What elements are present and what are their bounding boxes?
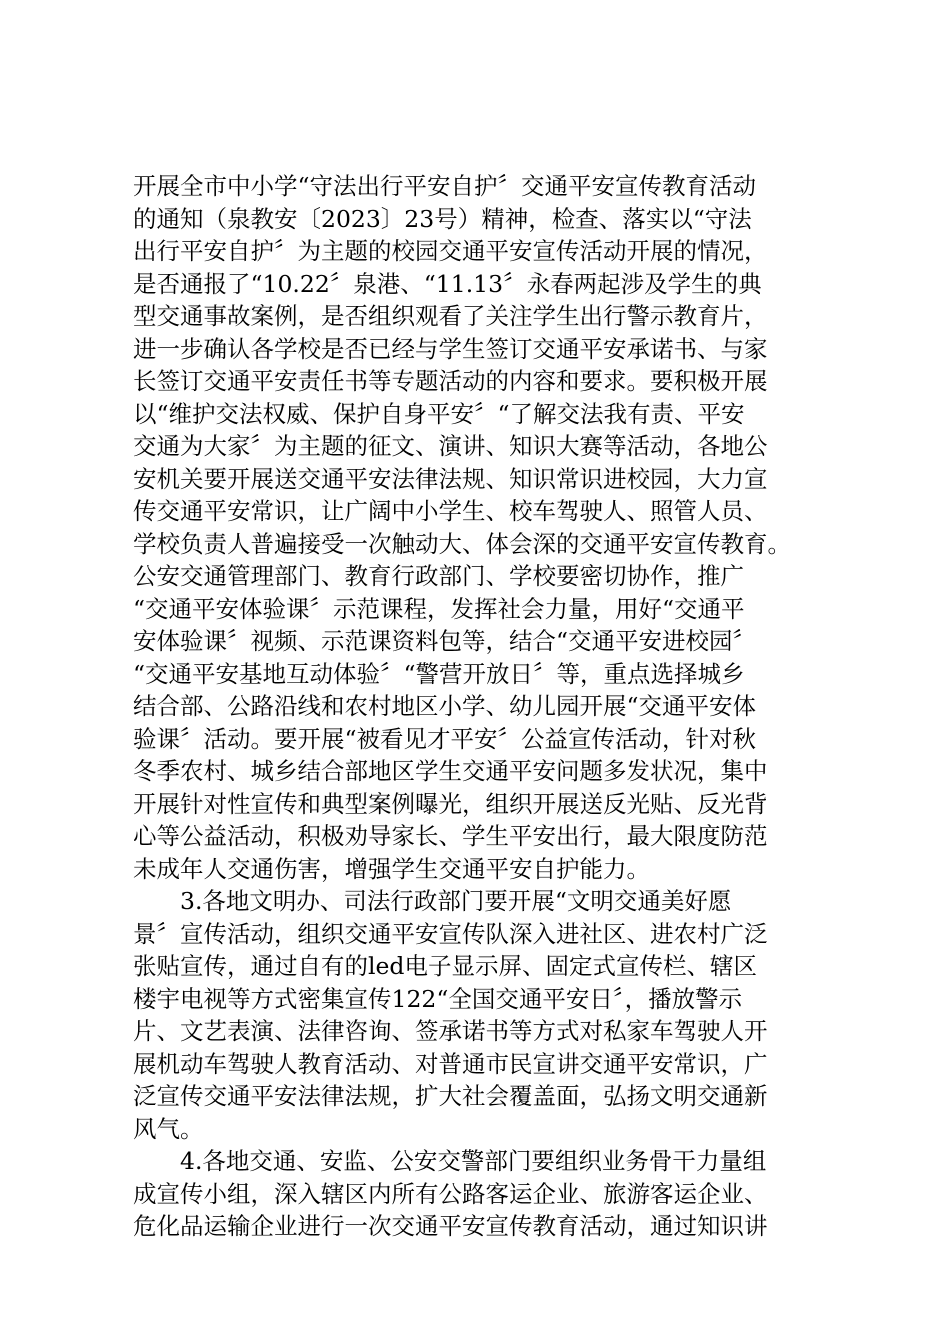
text-line: 成宣传小组，深入辖区内所有公路客运企业、旅游客运企业、 [133, 1179, 768, 1208]
text-line: 冬季农村、城乡结合部地区学生交通平安问题多发状况，集中 [133, 757, 768, 785]
text-line: 未成年人交通伤害，增强学生交通平安自护能力。 [133, 854, 650, 883]
text-line: 安体验课〞视频、示范课资料包等，结合“交通平安进校园〞 [133, 627, 757, 655]
text-line: “交通平安体验课〞示范课程，发挥社会力量，用好“交通平 [133, 594, 745, 623]
text-line: 进一步确认各学校是否已经与学生签订交通平安承诺书、与家 [133, 334, 768, 363]
text-line: 开展全市中小学“守法出行平安自护〞交通平安宣传教育活动 [133, 172, 757, 200]
text-line: 展机动车驾驶人教育活动、对普通市民宣讲交通平安常识，广 [133, 1049, 768, 1078]
text-line: 张贴宣传，通过自有的led电子显示屏、固定式宣传栏、辖区 [133, 952, 757, 980]
text-line: 心等公益活动，积极劝导家长、学生平安出行，最大限度防范 [133, 822, 768, 850]
text-line: 结合部、公路沿线和农村地区小学、幼儿园开展“交通平安体 [133, 692, 757, 720]
text-line: 以“维护交法权威、保护自身平安〞“了解交法我有责、平安 [133, 399, 745, 428]
text-line: 公安交通管理部门、教育行政部门、学校要密切协作，推广 [133, 562, 744, 590]
text-line: 风气。 [133, 1114, 204, 1143]
text-line: 安机关要开展送交通平安法律法规、知识常识进校园，大力宣 [133, 464, 768, 493]
text-line: 传交通平安常识，让广阔中小学生、校车驾驶人、照管人员、 [133, 497, 768, 525]
text-line: 景〞宣传活动，组织交通平安宣传队深入进社区、进农村广泛 [133, 919, 768, 948]
text-line: 泛宣传交通平安法律法规，扩大社会覆盖面，弘扬文明交通新 [133, 1082, 768, 1110]
text-line: 3.各地文明办、司法行政部门要开展“文明交通美好愿 [180, 887, 732, 915]
text-line: 出行平安自护〞为主题的校园交通平安宣传活动开展的情况， [133, 237, 768, 265]
text-line: 4.各地交通、安监、公安交警部门要组织业务骨干力量组 [180, 1147, 767, 1175]
text-line: 学校负责人普遍接受一次触动大、体会深的交通平安宣传教育。 [133, 529, 791, 558]
text-line: 长签订交通平安责任书等专题活动的内容和要求。要积极开展 [133, 367, 768, 395]
text-line: 的通知（泉教安〔2023〕23号）精神，检查、落实以“守法 [133, 204, 752, 233]
text-line: 交通为大家〞为主题的征文、演讲、知识大赛等活动，各地公 [133, 432, 768, 460]
text-line: 片、文艺表演、法律咨询、签承诺书等方式对私家车驾驶人开 [133, 1017, 768, 1045]
text-line: 型交通事故案例，是否组织观看了关注学生出行警示教育片， [133, 302, 768, 330]
text-line: 是否通报了“10.22〞泉港、“11.13〞永春两起涉及学生的典 [133, 269, 762, 298]
text-line: “交通平安基地互动体验〞“警营开放日〞等，重点选择城乡 [133, 659, 745, 688]
text-line: 验课〞活动。要开展“被看见才平安〞公益宣传活动，针对秋 [133, 724, 757, 753]
text-line: 楼宇电视等方式密集宣传122“全国交通平安日〞，播放警示 [133, 984, 743, 1013]
text-line: 开展针对性宣传和典型案例曝光，组织开展送反光贴、反光背 [133, 789, 768, 818]
body-text [133, 170, 833, 1243]
text-line: 危化品运输企业进行一次交通平安宣传教育活动，通过知识讲 [133, 1212, 768, 1240]
